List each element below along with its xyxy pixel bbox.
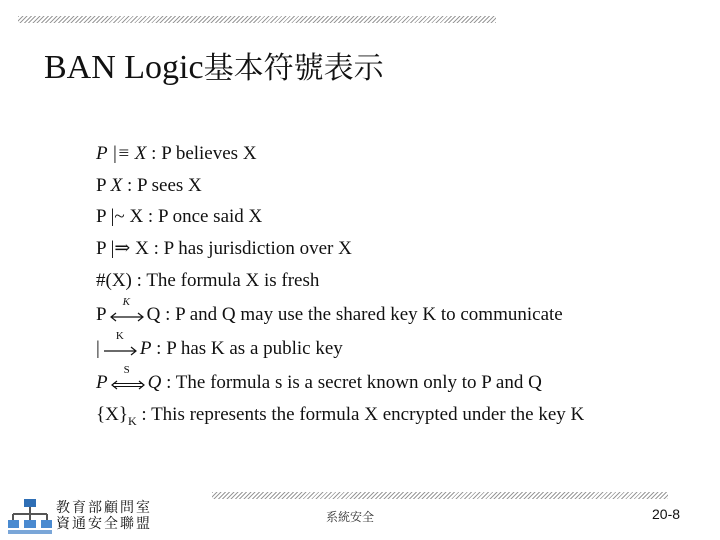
secret-label: S — [123, 363, 130, 376]
notation-encrypted-symbol: {X} — [96, 404, 128, 425]
notation-fresh-symbol: #(X) — [96, 270, 132, 291]
bottom-decorative-hatch — [212, 492, 668, 499]
notation-shared-key-meaning: : P and Q may use the shared key K to communicate — [160, 304, 563, 325]
notation-shared-key — [96, 295, 563, 326]
notation-encrypted-meaning: : This represents the formula X encrypted under the key K — [136, 404, 585, 425]
notation-secret-left: P — [96, 372, 108, 393]
title-latin: BAN Logic — [44, 49, 204, 86]
footer-course-title: 系統安全 — [326, 510, 375, 524]
notation-shared-key-right: Q — [146, 304, 161, 325]
notation-once-said — [96, 206, 262, 228]
notation-public-key-principal: P — [139, 338, 152, 359]
logo-line-1: 教育部顧問室 — [56, 500, 152, 516]
logo-line-2: 資通安全聯盟 — [56, 516, 152, 532]
slide-page-number: 20-8 — [652, 506, 681, 522]
notation-encrypted — [96, 404, 584, 432]
notation-secret-meaning: : The formula s is a secret known only to P and Q — [161, 372, 542, 393]
top-decorative-hatch — [18, 16, 496, 23]
notation-believes — [96, 143, 257, 165]
notation-jurisdiction-symbol: P |⇒ X — [96, 238, 149, 259]
network-logo-icon — [8, 498, 52, 536]
notation-public-key-bar: | — [96, 338, 100, 359]
notation-jurisdiction-meaning: : P has jurisdiction over X — [148, 238, 352, 259]
public-key-label: K — [115, 329, 124, 342]
notation-believes-symbol: P |≡ X — [96, 143, 147, 164]
notation-public-key-meaning: : P has K as a public key — [151, 338, 343, 359]
title-cjk: 基本符號表示 — [203, 51, 384, 86]
slide-title — [44, 48, 384, 89]
notation-fresh — [96, 270, 319, 292]
notation-public-key — [96, 329, 343, 360]
secret-double-arrow-icon — [110, 363, 146, 392]
notation-jurisdiction — [96, 238, 352, 260]
notation-fresh-meaning: : The formula X is fresh — [131, 270, 320, 291]
notation-once-said-meaning: : P once said X — [143, 206, 263, 227]
notation-encrypted-subscript: K — [127, 413, 137, 428]
right-arrow-icon — [102, 329, 138, 358]
notation-secret-right: Q — [147, 372, 162, 393]
notation-once-said-symbol: P |~ X — [96, 206, 144, 227]
notation-sees-subject: P — [96, 175, 106, 196]
notation-believes-meaning: : P believes X — [146, 143, 257, 164]
notation-secret — [96, 363, 542, 394]
notation-sees-object: X — [110, 175, 123, 196]
footer-logo — [8, 496, 168, 536]
shared-key-label: K — [122, 295, 130, 308]
notation-shared-key-left: P — [96, 304, 107, 325]
notation-sees — [96, 175, 202, 197]
double-arrow-icon — [109, 295, 145, 324]
notation-sees-meaning: : P sees X — [122, 175, 202, 196]
